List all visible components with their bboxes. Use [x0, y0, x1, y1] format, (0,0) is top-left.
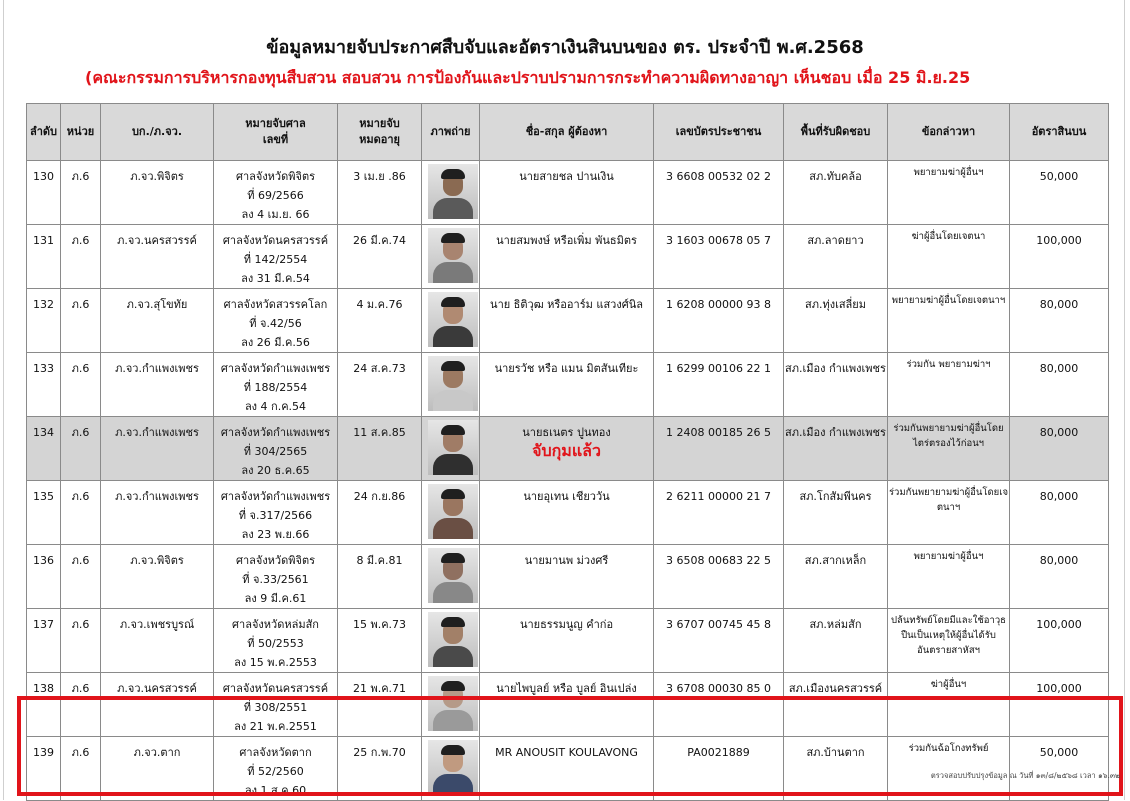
warrant-court: ศาลจังหวัดนครสวรรค์ [222, 234, 329, 247]
warrant-date: ลง 20 ธ.ค.65 [241, 464, 310, 477]
warrant-court: ศาลจังหวัดนครสวรรค์ [222, 682, 329, 695]
expiry-text: 26 มี.ค.74 [352, 234, 407, 247]
id-text: 3 6508 00683 22 5 [666, 554, 771, 567]
cell-name [480, 289, 654, 353]
cell-id [654, 481, 784, 545]
unit-text: ภ.6 [71, 490, 90, 503]
reward-text: 80,000 [1039, 554, 1079, 567]
cell-id [654, 289, 784, 353]
cell-warrant [214, 161, 338, 225]
expiry-text: 3 เม.ย .86 [353, 170, 406, 183]
id-text: 3 6708 00030 85 0 [666, 682, 771, 695]
photo-body [433, 326, 473, 347]
area-text: สภ.เมือง กำแพงเพชร [785, 362, 886, 375]
cell-no [27, 417, 61, 481]
cell-charge [888, 481, 1010, 545]
cell-warrant [214, 545, 338, 609]
warrant-date: ลง 23 พ.ย.66 [241, 528, 310, 541]
cell-expiry [338, 161, 422, 225]
charge-text: พยายามฆ่าผู้อื่นโดยเจตนาฯ [891, 295, 1006, 306]
cell-warrant [214, 609, 338, 673]
expiry-text: 15 พ.ค.73 [352, 618, 407, 631]
cell-id [654, 417, 784, 481]
suspect-photo [428, 292, 478, 347]
unit-text: ภ.6 [71, 554, 90, 567]
table-row [27, 225, 1109, 289]
unit-text: ภ.6 [71, 682, 90, 695]
warrant-court: ศาลจังหวัดตาก [239, 746, 312, 759]
no-text: 139 [33, 746, 54, 759]
cell-unit [61, 289, 101, 353]
name-text: MR ANOUSIT KOULAVONG [495, 746, 638, 759]
photo-body [433, 262, 473, 283]
id-text: 3 1603 00678 05 7 [666, 234, 771, 247]
cell-reward [1010, 225, 1109, 289]
cell-reward [1010, 417, 1109, 481]
warrant-block [214, 481, 337, 544]
cell-area [784, 609, 888, 673]
cell-name [480, 225, 654, 289]
name-text: นายอุเทน เชียววัน [523, 490, 610, 503]
id-text: 1 2408 00185 26 5 [666, 426, 771, 439]
header-warrant [214, 104, 338, 161]
suspect-photo [428, 356, 478, 411]
no-text: 135 [33, 490, 54, 503]
cell-id [654, 225, 784, 289]
table-row [27, 609, 1109, 673]
update-footnote: ตรวจสอบปรับปรุงข้อมูล ณ วันที่ ๑๓/๘/๒๕๖๘ เวลา ๑๖.๓๒ [930, 771, 1120, 780]
name-text: นายสายชล ปานเงิน [519, 170, 614, 183]
cell-command [101, 225, 214, 289]
no-text: 130 [33, 170, 54, 183]
warrant-block [214, 289, 337, 352]
command-text: ภ.จว.สุโขทัย [126, 298, 188, 311]
cell-charge [888, 161, 1010, 225]
no-text: 133 [33, 362, 54, 375]
area-text: สภ.เมือง กำแพงเพชร [785, 426, 886, 439]
command-text: ภ.จว.นครสวรรค์ [117, 682, 197, 695]
warrant-block [214, 161, 337, 224]
id-text: 1 6299 00106 22 1 [666, 362, 771, 375]
cell-charge [888, 545, 1010, 609]
header-command: บก./ภ.จว. [101, 104, 214, 161]
warrant-court: ศาลจังหวัดพิจิตร [235, 554, 316, 567]
table-row [27, 161, 1109, 225]
cell-id [654, 353, 784, 417]
area-text: สภ.โกสัมพีนคร [799, 490, 872, 503]
header-photo: ภาพถ่าย [422, 104, 480, 161]
photo-hair [441, 169, 465, 179]
warrant-case: ที่ 304/2565 [243, 445, 308, 458]
no-text: 134 [33, 426, 54, 439]
warrant-court: ศาลจังหวัดกำแพงเพชร [220, 490, 331, 503]
suspect-photo [428, 484, 478, 539]
warrant-case: ที่ 308/2551 [243, 701, 308, 714]
id-text: 3 6608 00532 02 2 [666, 170, 771, 183]
name-text: นายรวัช หรือ แมน มิตสันเทียะ [494, 362, 639, 375]
charge-text: ร่วมกันฉ้อโกงทรัพย์ [908, 743, 989, 754]
command-text: ภ.จว.เพชรบูรณ์ [119, 618, 195, 631]
header-expiry [338, 104, 422, 161]
warrant-block [214, 609, 337, 672]
photo-body [433, 198, 473, 219]
header-expiry-line2: หมดอายุ [359, 133, 400, 146]
cell-unit [61, 417, 101, 481]
photo-hair [441, 553, 465, 563]
cell-photo [422, 161, 480, 225]
cell-name [480, 353, 654, 417]
warrant-date: ลง 4 ก.ค.54 [244, 400, 307, 413]
charge-text: ร่วมกันพยายามฆ่าผู้อื่นโดยเจตนาฯ [888, 487, 1009, 513]
warrant-case: ที่ 52/2560 [247, 765, 304, 778]
photo-body [433, 390, 473, 411]
warrant-case: ที่ 142/2554 [243, 253, 308, 266]
warrant-case: ที่ 50/2553 [247, 637, 304, 650]
photo-hair [441, 361, 465, 371]
warrant-court: ศาลจังหวัดหล่มสัก [232, 618, 319, 631]
cell-charge [888, 417, 1010, 481]
expiry-text: 11 ส.ค.85 [353, 426, 406, 439]
cell-warrant [214, 289, 338, 353]
id-text: 1 6208 00000 93 8 [666, 298, 771, 311]
area-text: สภ.ทับคล้อ [809, 170, 862, 183]
cell-expiry [338, 289, 422, 353]
name-text: นายธรรมนูญ คำก่อ [519, 618, 614, 631]
suspect-photo [428, 164, 478, 219]
cell-unit [61, 225, 101, 289]
photo-hair [441, 425, 465, 435]
charge-text: พยายามฆ่าผู้อื่นฯ [913, 167, 984, 178]
no-text: 137 [33, 618, 54, 631]
cell-warrant [214, 353, 338, 417]
unit-text: ภ.6 [71, 170, 90, 183]
no-text: 136 [33, 554, 54, 567]
warrant-date: ลง 15 พ.ค.2553 [234, 656, 317, 669]
name-text: นายสมพงษ์ หรือเพิ่ม พันธมิตร [496, 234, 637, 247]
unit-text: ภ.6 [71, 426, 90, 439]
warrant-court: ศาลจังหวัดสวรรคโลก [223, 298, 328, 311]
charge-text: ร่วมกันพยายามฆ่าผู้อื่นโดยไตร่ตรองไว้ก่อนฯ [893, 423, 1004, 449]
cell-area [784, 289, 888, 353]
cell-command [101, 353, 214, 417]
name-text: นาย ธิติวุฒ หรืออาร์ม แสวงศ์นิล [490, 298, 643, 311]
cell-warrant [214, 481, 338, 545]
reward-text: 50,000 [1039, 746, 1079, 759]
header-warrant-court: หมายจับศาล [245, 117, 306, 130]
id-text: 3 6707 00745 45 8 [666, 618, 771, 631]
cell-name [480, 609, 654, 673]
cell-area [784, 417, 888, 481]
cell-no [27, 481, 61, 545]
suspect-photo [428, 420, 478, 475]
cell-command [101, 545, 214, 609]
cell-id [654, 609, 784, 673]
command-text: ภ.จว.พิจิตร [130, 170, 184, 183]
cell-photo [422, 353, 480, 417]
cell-command [101, 609, 214, 673]
cell-no [27, 161, 61, 225]
cell-expiry [338, 353, 422, 417]
table-row [27, 545, 1109, 609]
table-row [27, 353, 1109, 417]
cell-command [101, 481, 214, 545]
name-text: นายมานพ ม่วงศรี [524, 554, 609, 567]
cell-name [480, 417, 654, 481]
warrant-date: ลง 31 มี.ค.54 [241, 272, 310, 285]
unit-text: ภ.6 [71, 362, 90, 375]
cell-reward [1010, 289, 1109, 353]
photo-body [433, 582, 473, 603]
cell-reward [1010, 353, 1109, 417]
cell-expiry [338, 609, 422, 673]
expiry-text: 4 ม.ค.76 [356, 298, 403, 311]
unit-text: ภ.6 [71, 234, 90, 247]
warrant-block [214, 353, 337, 416]
id-text: PA0021889 [687, 746, 750, 759]
warrant-case: ที่ จ.42/56 [249, 317, 302, 330]
photo-hair [441, 617, 465, 627]
command-text: ภ.จว.นครสวรรค์ [117, 234, 197, 247]
photo-hair [441, 297, 465, 307]
warrant-case: ที่ จ.317/2566 [238, 509, 313, 522]
cell-unit [61, 353, 101, 417]
reward-text: 100,000 [1036, 682, 1082, 695]
warrant-case: ที่ 69/2566 [247, 189, 304, 202]
command-text: ภ.จว.กำแพงเพชร [115, 362, 199, 375]
suspect-photo [428, 612, 478, 667]
warrant-date: ลง 4 เม.ย. 66 [241, 208, 310, 221]
cell-reward [1010, 609, 1109, 673]
cell-id [654, 161, 784, 225]
warrant-date: ลง 9 มี.ค.61 [244, 592, 307, 605]
reward-text: 80,000 [1039, 426, 1079, 439]
warrant-block [214, 417, 337, 480]
cell-photo [422, 289, 480, 353]
photo-hair [441, 681, 465, 691]
header-expiry-line1: หมายจับ [359, 117, 400, 130]
header-id-number: เลขบัตรประชาชน [654, 104, 784, 161]
cell-command [101, 289, 214, 353]
table-header-row [27, 104, 1109, 161]
charge-text: ปล้นทรัพย์โดยมีและใช้อาวุธปืนเป็นเหตุให้ผู้อื่นได้รับอันตรายสาหัสฯ [891, 615, 1006, 656]
cell-charge [888, 353, 1010, 417]
header-name: ชื่อ-สกุล ผู้ต้องหา [480, 104, 654, 161]
cell-photo [422, 545, 480, 609]
cell-area [784, 161, 888, 225]
table-row [27, 289, 1109, 353]
reward-text: 100,000 [1036, 234, 1082, 247]
charge-text: ร่วมกัน พยายามฆ่าฯ [906, 359, 991, 370]
cell-warrant [214, 225, 338, 289]
name-text: นายไพบูลย์ หรือ บูลย์ อินเปล่ง [496, 682, 637, 695]
command-text: ภ.จว.ตาก [133, 746, 181, 759]
charge-text: พยายามฆ่าผู้อื่นฯ [913, 551, 984, 562]
cell-name [480, 161, 654, 225]
expiry-text: 8 มี.ค.81 [356, 554, 403, 567]
captured-stamp: จับกุมแล้ว [532, 441, 601, 460]
warrant-block [214, 225, 337, 288]
cell-command [101, 161, 214, 225]
photo-hair [441, 489, 465, 499]
header-unit: หน่วย [61, 104, 101, 161]
cell-photo [422, 481, 480, 545]
no-text: 138 [33, 682, 54, 695]
area-text: สภ.หล่มสัก [809, 618, 862, 631]
unit-text: ภ.6 [71, 298, 90, 311]
area-text: สภ.ลาดยาว [807, 234, 864, 247]
cell-unit [61, 161, 101, 225]
cell-reward [1010, 545, 1109, 609]
cell-unit [61, 609, 101, 673]
page-border-left [3, 0, 4, 800]
cell-photo [422, 609, 480, 673]
expiry-text: 25 ก.พ.70 [353, 746, 406, 759]
photo-body [433, 518, 473, 539]
cell-warrant [214, 417, 338, 481]
cell-command [101, 417, 214, 481]
expiry-text: 24 ก.ย.86 [353, 490, 406, 503]
cell-photo [422, 417, 480, 481]
cell-reward [1010, 481, 1109, 545]
document-title: ข้อมูลหมายจับประกาศสืบจับและอัตราเงินสินบนของ ตร. ประจำปี พ.ศ.2568 [266, 37, 864, 58]
area-text: สภ.ทุ่งเสลี่ยม [805, 298, 866, 311]
photo-hair [441, 233, 465, 243]
command-text: ภ.จว.พิจิตร [130, 554, 184, 567]
area-text: สภ.บ้านตาก [806, 746, 865, 759]
unit-text: ภ.6 [71, 746, 90, 759]
warrant-block [214, 545, 337, 608]
id-text: 2 6211 00000 21 7 [666, 490, 771, 503]
expiry-text: 21 พ.ค.71 [352, 682, 407, 695]
expiry-text: 24 ส.ค.73 [353, 362, 406, 375]
name-text: นายธเนตร ปูนทอง [522, 426, 611, 439]
command-text: ภ.จว.กำแพงเพชร [115, 490, 199, 503]
cell-charge [888, 225, 1010, 289]
cell-area [784, 545, 888, 609]
header-no: ลำดับ [27, 104, 61, 161]
warrant-case: ที่ จ.33/2561 [242, 573, 309, 586]
warrant-date: ลง 21 พ.ค.2551 [234, 720, 317, 733]
cell-no [27, 225, 61, 289]
header-reward: อัตราสินบน [1010, 104, 1109, 161]
cell-photo [422, 225, 480, 289]
photo-body [433, 454, 473, 475]
header-area: พื้นที่รับผิดชอบ [784, 104, 888, 161]
cell-charge [888, 609, 1010, 673]
cell-no [27, 289, 61, 353]
cell-no [27, 545, 61, 609]
suspect-photo [428, 228, 478, 283]
table-row [27, 481, 1109, 545]
no-text: 132 [33, 298, 54, 311]
cell-expiry [338, 481, 422, 545]
suspect-photo [428, 548, 478, 603]
cell-no [27, 353, 61, 417]
cell-unit [61, 481, 101, 545]
warrant-case: ที่ 188/2554 [243, 381, 308, 394]
warrant-date: ลง 1 ส.ค.60 [244, 784, 307, 797]
table-row [27, 417, 1109, 481]
warrant-date: ลง 26 มี.ค.56 [241, 336, 310, 349]
reward-text: 100,000 [1036, 618, 1082, 631]
area-text: สภ.สากเหล็ก [804, 554, 867, 567]
reward-text: 50,000 [1039, 170, 1079, 183]
warrant-court: ศาลจังหวัดกำแพงเพชร [220, 426, 331, 439]
cell-no [27, 609, 61, 673]
warrant-court: ศาลจังหวัดกำแพงเพชร [220, 362, 331, 375]
cell-area [784, 481, 888, 545]
cell-charge [888, 289, 1010, 353]
photo-body [433, 646, 473, 667]
cell-expiry [338, 225, 422, 289]
reward-text: 80,000 [1039, 362, 1079, 375]
charge-text: ฆ่าผู้อื่นโดยเจตนา [911, 231, 986, 242]
header-warrant-number: เลขที่ [262, 133, 289, 146]
reward-text: 80,000 [1039, 298, 1079, 311]
cell-name [480, 545, 654, 609]
unit-text: ภ.6 [71, 618, 90, 631]
command-text: ภ.จว.กำแพงเพชร [115, 426, 199, 439]
cell-area [784, 225, 888, 289]
cell-expiry [338, 545, 422, 609]
header-charge: ข้อกล่าวหา [888, 104, 1010, 161]
warrant-court: ศาลจังหวัดพิจิตร [235, 170, 316, 183]
charge-text: ฆ่าผู้อื่นฯ [930, 679, 967, 690]
cell-name [480, 481, 654, 545]
reward-text: 80,000 [1039, 490, 1079, 503]
no-text: 131 [33, 234, 54, 247]
cell-area [784, 353, 888, 417]
document-subtitle: (คณะกรรมการบริหารกองทุนสืบสวน สอบสวน การป้องกันและปราบปรามการกระทำความผิดทางอาญา เห็นชอบ เมื่อ 25 มิ.ย.25 [85, 68, 971, 87]
cell-expiry [338, 417, 422, 481]
cell-id [654, 545, 784, 609]
cell-reward [1010, 161, 1109, 225]
area-text: สภ.เมืองนครสวรรค์ [788, 682, 883, 695]
page-border-right [1124, 0, 1125, 800]
cell-unit [61, 545, 101, 609]
